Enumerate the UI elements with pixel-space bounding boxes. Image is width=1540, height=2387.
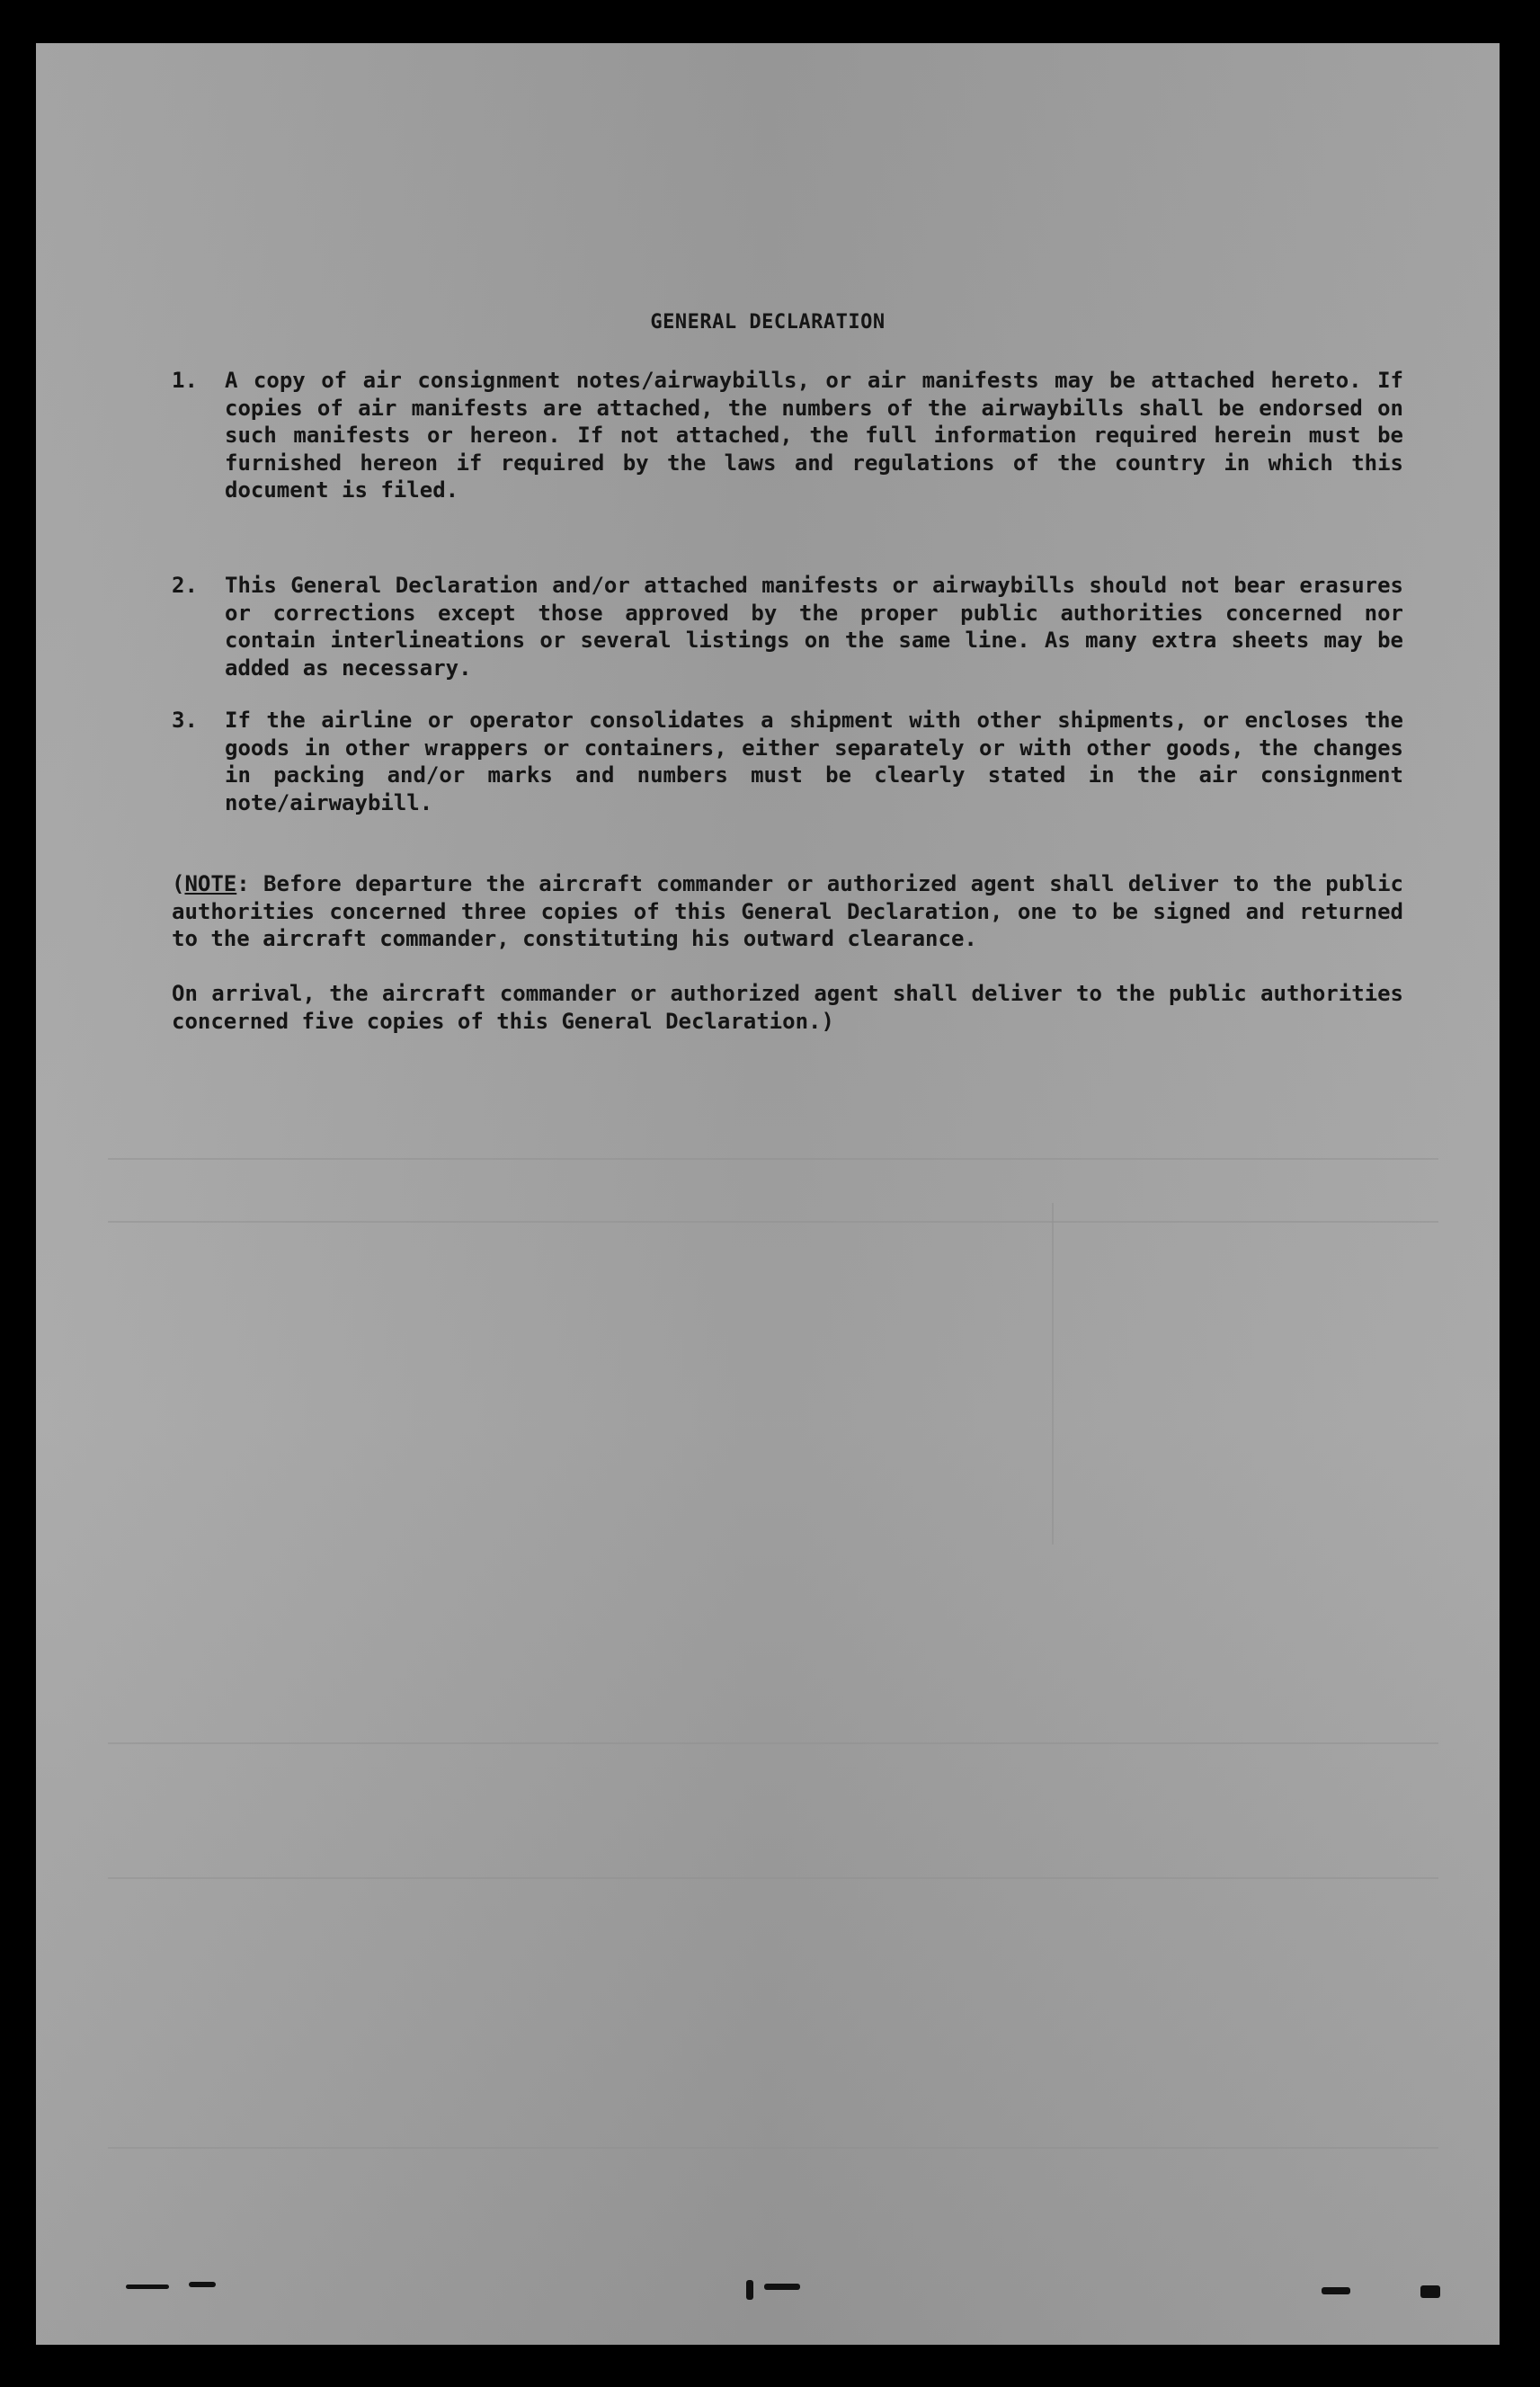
declaration-item-1 (172, 367, 1403, 504)
item-number: 1. (172, 368, 198, 393)
ink-mark (1420, 2285, 1440, 2298)
ink-mark (126, 2285, 169, 2289)
ink-mark (764, 2284, 800, 2290)
ink-mark (189, 2282, 216, 2287)
arrival-paragraph: On arrival, the aircraft commander or authorized agent shall deliver to the public authorities concerned five copies of this General Declaration.) (172, 981, 1403, 1034)
declaration-item-3 (172, 707, 1403, 816)
item-text: If the airline or operator consolidates a shipment with other shipments, or encloses the goods in other wrappers or containers, either separately or with other goods, the changes in packing and/or marks and numbers must be clearly stated in the air consignment note/airwaybill. (225, 708, 1403, 815)
document-title: GENERAL DECLARATION (650, 311, 886, 334)
item-text: This General Declaration and/or attached manifests or airwaybills should not bear erasures or corrections except those approved by the proper public authorities concerned nor contain interlineations or several listings on the same line. As many extra sheets may be added as necessary. (225, 573, 1403, 681)
ink-mark (1322, 2287, 1350, 2294)
document-sheet (36, 43, 1500, 2345)
item-number: 2. (172, 573, 198, 598)
item-text: A copy of air consignment notes/airwaybills, or air manifests may be attached hereto. If copies of air manifests are attached, the numbers of the airwaybills shall be endorsed on such manifests or hereon. If not attached, the full information required herein must be furnished hereon if required by the laws and regulations of the country in which this document is filed. (225, 368, 1403, 503)
note-label: NOTE (184, 871, 237, 896)
declaration-content (36, 43, 1500, 2345)
note-text: : Before departure the aircraft commander or authorized agent shall deliver to the public authorities concerned three copies of this General Declaration, one to be signed and returned to the aircraft commander, constituting his outward clearance. (172, 871, 1403, 951)
item-number: 3. (172, 708, 198, 733)
note-open-paren: ( (172, 871, 185, 896)
declaration-item-2 (172, 572, 1403, 681)
note-paragraph (172, 870, 1403, 953)
ink-mark (746, 2280, 753, 2300)
